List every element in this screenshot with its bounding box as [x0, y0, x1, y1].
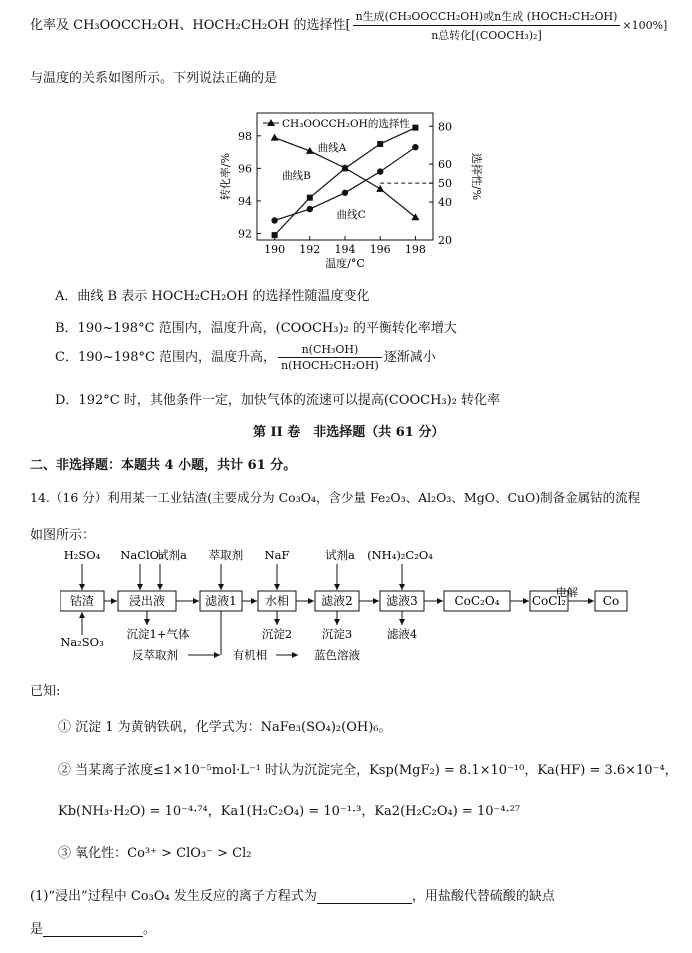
reagent-label: NaF	[264, 548, 290, 562]
square-marker	[307, 195, 313, 201]
reagent-label: 萃取剂	[208, 548, 244, 562]
option-c	[55, 343, 436, 372]
curve-label: 曲线C	[336, 208, 366, 221]
bottom-label: Na₂SO₃	[60, 635, 104, 649]
bottom-label: 沉淀1+气体	[126, 627, 190, 641]
option-c-numerator: n(CH₃OH)	[278, 343, 382, 358]
option-c-tail: 逐渐减小	[383, 350, 436, 365]
intro-line-2: 与温度的关系如图所示。下列说法正确的是	[30, 71, 278, 86]
question-14-line-2: 如图所示：	[30, 528, 96, 543]
flow-box-label: 滤液3	[386, 594, 418, 608]
circle-marker	[377, 168, 383, 174]
question-1-line-1	[30, 885, 555, 904]
branch-label: 反萃取剂	[132, 648, 178, 662]
flow-box-label: CoC₂O₄	[454, 594, 500, 608]
question-1-end: 。	[143, 922, 157, 937]
flow-box-label: 浸出液	[128, 594, 166, 608]
x-tick-label: 194	[334, 243, 356, 256]
branch-label: 有机相	[232, 648, 268, 662]
x-tick-label: 190	[264, 243, 286, 256]
curve-label: 曲线B	[282, 169, 311, 182]
answer-blank-2[interactable]	[43, 922, 143, 937]
reagent-label: H₂SO₄	[63, 548, 101, 562]
option-b: B．190~198°C 范围内，温度升高，(COOCH₃)₂ 的平衡转化率增大	[55, 321, 457, 336]
reagent-label: NaClO₃	[120, 548, 164, 562]
y-right-tick-label: 80	[438, 120, 452, 134]
y-right-tick-label: 40	[438, 196, 452, 210]
question-14-line-1: 14.（16 分）利用某一工业钴渣(主要成分为 Co₃O₄，含少量 Fe₂O₃、Al₂O₃、MgO、CuO)制备金属钴的流程	[30, 490, 641, 505]
known-item-1: ① 沉淀 1 为黄钠铁矾，化学式为：NaFe₃(SO₄)₂(OH)₆。	[58, 720, 392, 735]
y-left-tick-label: 98	[238, 129, 252, 143]
reagent-label: (NH₄)₂C₂O₄	[367, 548, 433, 562]
known-item-2b: Kb(NH₃·H₂O) = 10⁻⁴·⁷⁴，Ka1(H₂C₂O₄) = 10⁻¹·³，Ka2(H₂C₂O₄) = 10⁻⁴·²⁷	[58, 804, 521, 819]
option-c-text: C．190~198°C 范围内，温度升高，	[55, 350, 277, 365]
triangle-marker	[376, 185, 384, 192]
circle-marker	[412, 144, 418, 150]
question-1-text: (1)“浸出”过程中 Co₃O₄ 发生反应的离子方程式为	[30, 889, 317, 904]
option-a: A．曲线 B 表示 HOCH₂CH₂OH 的选择性随温度变化	[55, 289, 370, 304]
x-tick-label: 198	[404, 243, 426, 256]
square-marker	[272, 232, 278, 238]
option-c-fraction	[278, 343, 382, 372]
x-tick-label: 192	[299, 243, 321, 256]
option-d: D．192°C 时，其他条件一定，加快气体的流速可以提高(COOCH₃)₂ 转化率	[55, 393, 501, 408]
circle-marker	[342, 190, 348, 196]
process-flow-diagram	[60, 545, 640, 670]
flow-box-label: 滤液1	[205, 594, 237, 608]
bottom-label: 沉淀2	[261, 627, 293, 641]
known-item-2: ② 当某离子浓度≤1×10⁻⁵mol·L⁻¹ 时认为沉淀完全，Ksp(MgF₂) = 8.1×10⁻¹⁰，Ka(HF) = 3.6×10⁻⁴，	[58, 763, 678, 778]
section-heading: 二、非选择题：本题共 4 小题，共计 61 分。	[30, 458, 297, 473]
question-1-line-2-text: 是	[30, 922, 44, 937]
square-marker	[377, 141, 383, 147]
conversion-selectivity-chart	[215, 95, 485, 273]
reagent-label: 试剂a	[325, 548, 355, 562]
question-1-line-2	[30, 918, 156, 937]
question-1-tail: ，用盐酸代替硫酸的缺点	[411, 889, 555, 904]
x-axis-label: 温度/°C	[325, 257, 365, 270]
flow-box-label: 水相	[264, 594, 290, 608]
y-left-tick-label: 94	[238, 194, 252, 208]
legend-label: CH₃OOCCH₂OH的选择性	[282, 118, 410, 130]
option-c-denominator: n(HOCH₂CH₂OH)	[281, 359, 379, 372]
y-right-tick-label: 60	[438, 158, 452, 172]
intro-text: 化率及 CH₃OOCCH₂OH、HOCH₂CH₂OH 的选择性[	[30, 18, 351, 33]
flow-box-label: 钴渣	[69, 594, 95, 608]
section-title: 第 II 卷 非选择题（共 61 分）	[253, 425, 445, 440]
known-label: 已知:	[30, 684, 61, 699]
electrolysis-label: 电解	[556, 586, 578, 599]
intro-line-1	[30, 8, 667, 43]
flow-box-label: CoCl₂	[531, 594, 567, 608]
curve-label: 曲线A	[317, 141, 347, 154]
triangle-marker	[271, 134, 279, 141]
circle-marker	[271, 217, 277, 223]
selectivity-denominator: n总转化[(COOCH₃)₂]	[431, 29, 542, 42]
known-item-3: ③ 氧化性：Co³⁺ > ClO₃⁻ > Cl₂	[58, 846, 252, 861]
bottom-label: 沉淀3	[321, 627, 353, 641]
reagent-label: 试剂a	[157, 548, 187, 562]
y-right-tick-label: 50	[438, 177, 452, 191]
answer-blank-1[interactable]	[317, 889, 412, 904]
y-right-axis-label: 选择性/%	[470, 152, 483, 201]
bottom-label: 滤液4	[386, 627, 418, 641]
y-left-tick-label: 92	[238, 227, 252, 241]
branch-label: 蓝色溶液	[314, 648, 360, 662]
selectivity-numerator: n生成(CH₃OOCCH₂OH)或n生成 (HOCH₂CH₂OH)	[353, 8, 621, 26]
x-tick-label: 196	[369, 243, 391, 256]
circle-marker	[307, 206, 313, 212]
flow-box-label: 滤液2	[321, 594, 353, 608]
y-left-tick-label: 96	[238, 162, 252, 176]
flow-box-label: Co	[602, 594, 620, 608]
selectivity-fraction	[353, 8, 621, 43]
square-marker	[342, 165, 348, 171]
selectivity-tail: ×100%]	[622, 19, 668, 32]
y-right-tick-label: 20	[438, 234, 452, 247]
square-marker	[412, 125, 418, 131]
y-left-axis-label: 转化率/%	[219, 152, 232, 201]
